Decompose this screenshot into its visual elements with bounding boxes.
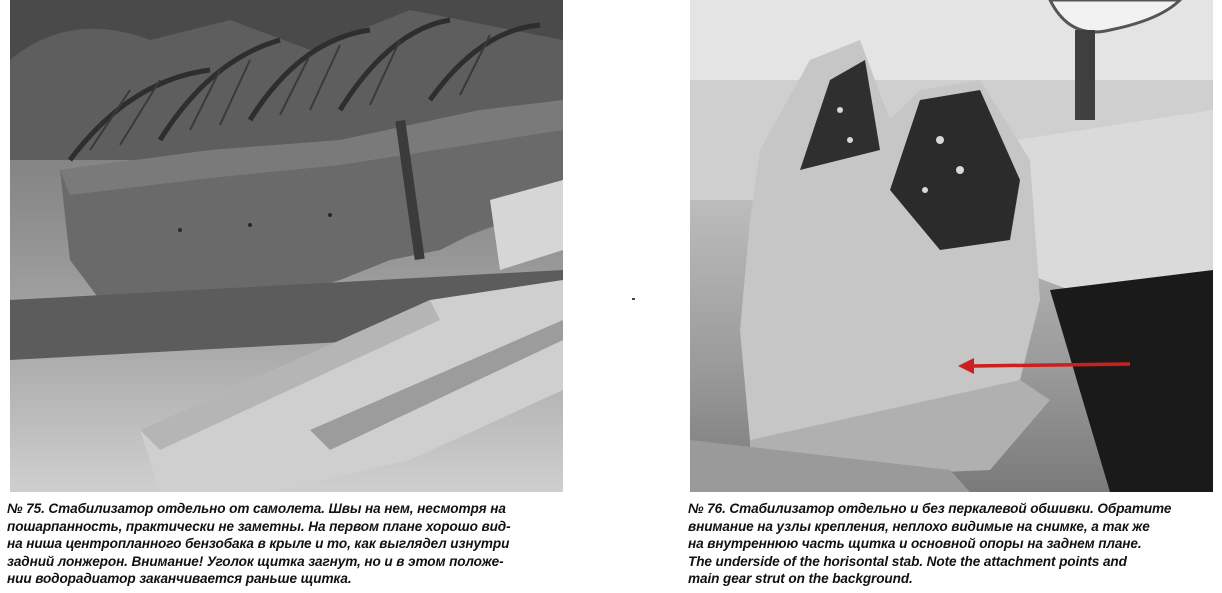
photo-left-illustration [10,0,563,492]
caption-photo-75 [7,500,567,588]
stray-dot [632,298,635,300]
caption-line: № 75. Стабилизатор отдельно от самолета. Швы на нем, несмотря на [7,501,506,516]
caption-line: на ниша центропланного бензобака в крыле и то, как выглядел изнутри [7,536,510,551]
caption-line: на внутреннюю часть щитка и основной опоры на заднем плане. [688,536,1142,551]
caption-photo-76 [688,500,1218,588]
caption-line: внимание на узлы крепления, неплохо видимые на снимке, а так же [688,518,1150,534]
caption-line: нии водорадиатор заканчивается раньше щитка. [7,571,352,586]
caption-line: main gear strut on the background. [688,571,913,586]
photo-right-illustration [690,0,1213,492]
photo-stabilizer-right [690,0,1213,492]
caption-line: пошарпанность, практически не заметны. На первом плане хорошо вид- [7,518,511,534]
caption-line: № 76. Стабилизатор отдельно и без перкалевой обшивки. Обратите [688,501,1172,516]
caption-line: задний лонжерон. Внимание! Уголок щитка загнут, но и в этом положе- [7,553,504,569]
photo-stabilizer-left [10,0,563,492]
caption-line: The underside of the horisontal stab. Note the attachment points and [688,553,1127,569]
